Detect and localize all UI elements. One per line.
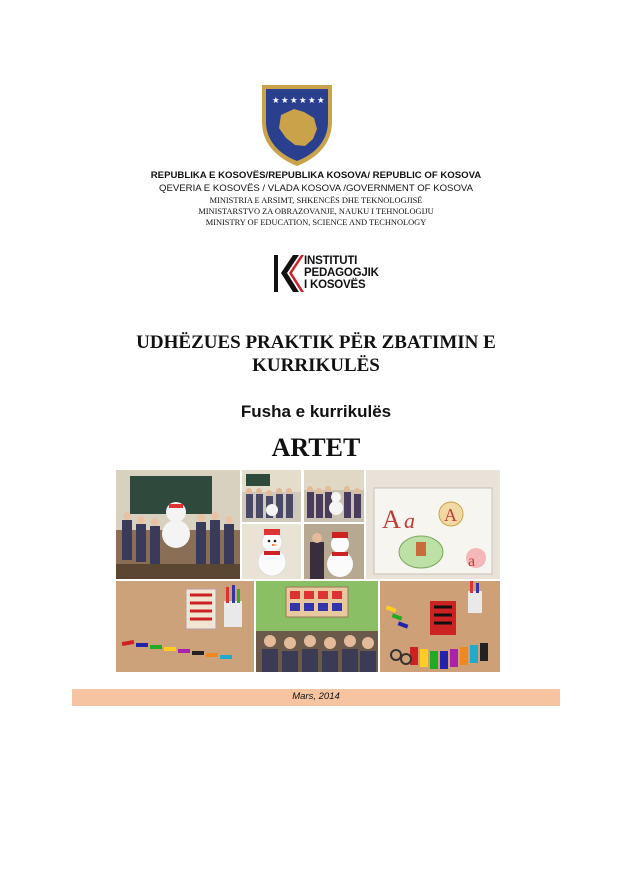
svg-text:★: ★ bbox=[299, 96, 307, 106]
institute-logo bbox=[272, 253, 382, 295]
svg-text:★: ★ bbox=[308, 96, 316, 106]
ipk-mark-icon bbox=[272, 253, 304, 295]
header-ministry-sr: MINISTARSTVO ZA OBRAZOVANJE, NAUKU I TEHNOLOGIJU bbox=[198, 207, 434, 216]
photo-classroom-display bbox=[256, 581, 378, 672]
coat-of-arms-icon bbox=[259, 82, 335, 168]
document-title bbox=[0, 331, 632, 377]
svg-text:a: a bbox=[404, 508, 415, 533]
header-ministry-en: MINISTRY OF EDUCATION, SCIENCE AND TECHNOLOGY bbox=[205, 218, 427, 227]
institute-line1: INSTITUTI bbox=[304, 255, 358, 267]
svg-text:★: ★ bbox=[272, 96, 280, 106]
svg-text:★: ★ bbox=[317, 96, 325, 106]
document-subtitle: Fusha e kurrikulës bbox=[240, 402, 392, 421]
header-republic: REPUBLIKA E KOSOVËS/REPUBLIKA KOSOVA/ REPUBLIC OF KOSOVA bbox=[150, 170, 482, 181]
title-line2: KURRIKULËS bbox=[252, 355, 380, 376]
photo-art-supplies-1 bbox=[116, 581, 254, 672]
photo-children-group-1 bbox=[242, 470, 301, 522]
svg-text:★: ★ bbox=[290, 96, 298, 106]
date-bar bbox=[72, 689, 560, 706]
photo-children-group-2 bbox=[304, 470, 364, 522]
svg-text:★: ★ bbox=[281, 96, 289, 106]
header-government: QEVERIA E KOSOVËS / VLADA KOSOVA /GOVERNMENT OF KOSOVA bbox=[158, 183, 474, 194]
publication-date: Mars, 2014 bbox=[292, 691, 340, 702]
photo-letter-a-drawing bbox=[366, 470, 500, 579]
svg-text:A: A bbox=[444, 505, 457, 525]
photo-snowman-craft bbox=[242, 524, 301, 579]
photo-collage bbox=[116, 470, 500, 672]
institute-line2: PEDAGOGJIK bbox=[304, 267, 379, 279]
header-ministry-sq: MINISTRIA E ARSIMT, SHKENCËS DHE TEKNOLOGJISË bbox=[209, 196, 423, 205]
svg-text:A: A bbox=[382, 505, 401, 534]
subject-title: ARTET bbox=[271, 433, 361, 462]
svg-text:a: a bbox=[468, 553, 476, 570]
photo-classroom-children bbox=[116, 470, 240, 579]
title-line1: UDHËZUES PRAKTIK PËR ZBATIMIN E bbox=[136, 332, 496, 353]
photo-art-supplies-2 bbox=[380, 581, 500, 672]
photo-snowman-child bbox=[304, 524, 364, 579]
institute-line3: I KOSOVËS bbox=[304, 279, 366, 291]
